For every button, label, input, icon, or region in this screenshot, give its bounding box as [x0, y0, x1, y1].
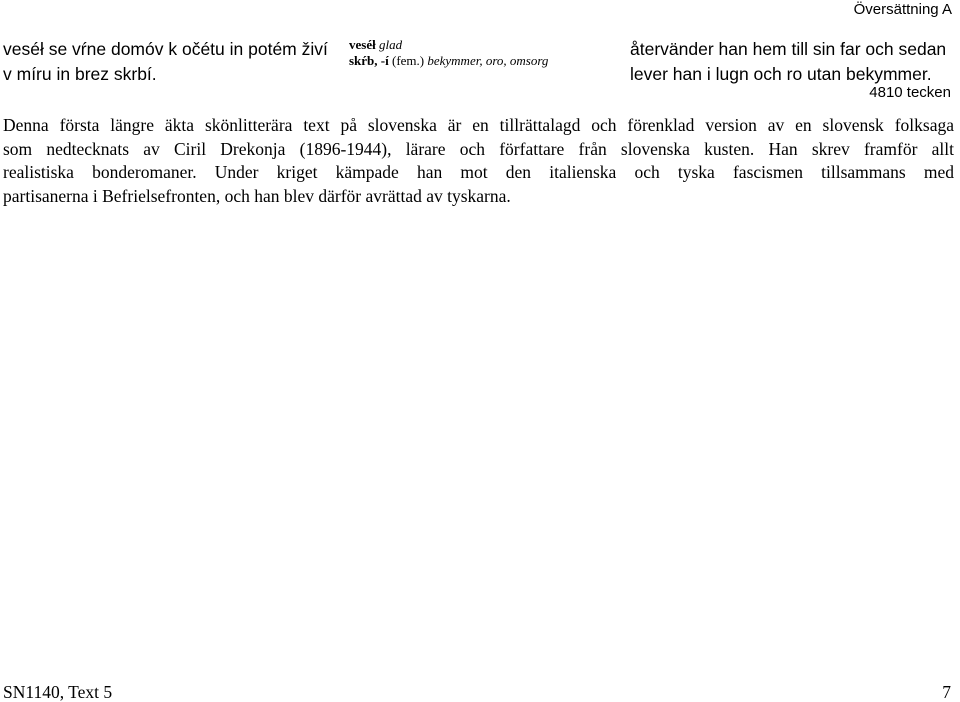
glossary-meaning: bekymmer, oro, omsorg	[427, 53, 549, 68]
swedish-line: återvänder han hem till sin far och sedan	[630, 39, 947, 59]
glossary-entry	[349, 53, 548, 69]
glossary-meaning: glad	[378, 37, 403, 52]
swedish-line: lever han i lugn och ro utan bekymmer.	[630, 64, 932, 84]
intro-paragraph	[3, 114, 954, 208]
glossary-entry	[349, 37, 548, 53]
glossary	[349, 37, 548, 69]
slovene-line: veséł se vŕne domóv k očétu in potém živí	[3, 39, 328, 59]
slovene-text	[3, 37, 343, 87]
slovene-line: v míru in brez skrbí.	[3, 64, 157, 84]
translation-label: Översättning A	[853, 1, 952, 18]
glossary-term: veséł	[349, 37, 376, 52]
character-count: 4810 tecken	[869, 84, 951, 101]
glossary-grammar: (fem.)	[391, 53, 425, 68]
intro-line: realistiska bonderomaner. Under kriget kämpade han mot den italienska och tyska fascismen tillsammans med	[3, 162, 954, 182]
glossary-term: skŕb, -í	[349, 53, 389, 68]
intro-line: partisanerna i Befrielsefronten, och han blev därför avrättad av tyskarna.	[3, 185, 511, 206]
intro-line: som nedtecknats av Ciril Drekonja (1896-1944), lärare och författare från slovenska kusten. Han skrev framför allt	[3, 138, 954, 159]
page-number: 7	[942, 682, 951, 702]
footer-course: SN1140, Text 5	[3, 682, 113, 702]
swedish-translation	[630, 37, 946, 87]
intro-line: Denna första längre äkta skönlitterära text på slovenska är en tillrättalagd och förenklad version av en slovensk folksaga	[3, 115, 954, 135]
